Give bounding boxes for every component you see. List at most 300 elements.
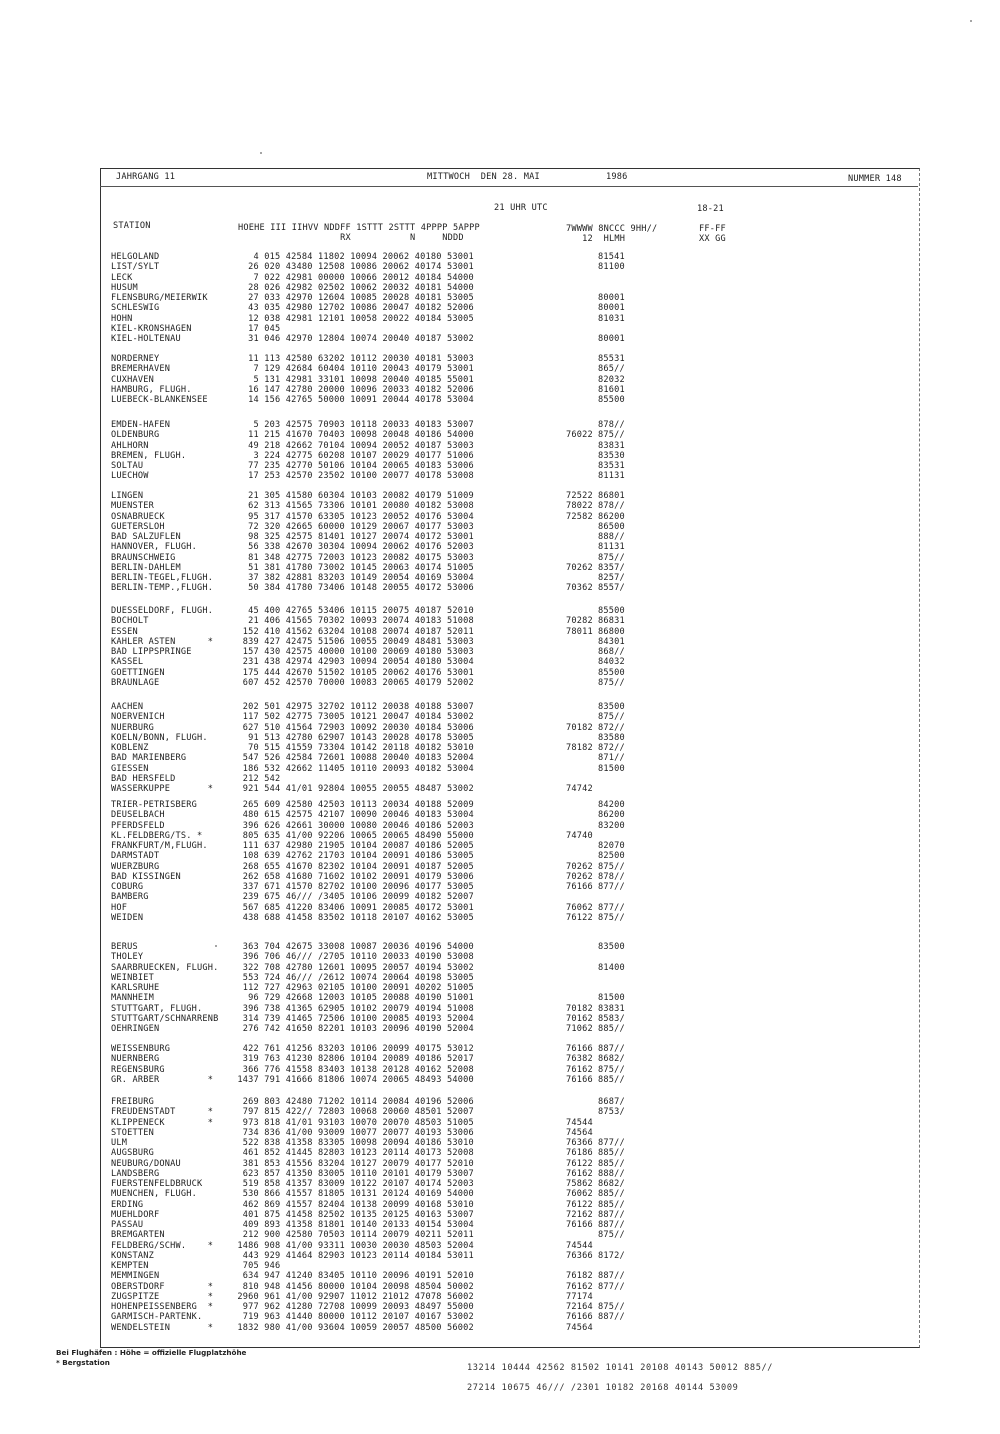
station-row bbox=[0, 283, 700, 293]
observation-values: 7 022 42981 00000 10066 20012 40184 54000 bbox=[232, 272, 474, 283]
group-8-value: 80001 bbox=[598, 334, 625, 344]
observation-values: 45 400 42765 53406 10115 20075 40187 52010 bbox=[232, 606, 474, 616]
group-7-value: 74544 bbox=[566, 1240, 593, 1251]
station-row bbox=[0, 993, 700, 1003]
observation-values: 461 852 41445 82803 10123 20114 40173 52008 bbox=[232, 1148, 474, 1159]
observation-values: 28 026 42982 02502 10062 20032 40181 54000 bbox=[232, 282, 474, 293]
observation-values: 152 410 41562 63204 10108 20074 40187 52011 bbox=[232, 626, 474, 637]
column-group7-header-1: 7WWWW 8NCCC 9HH// bbox=[566, 224, 658, 234]
observation-values: 276 742 41650 82201 10103 20096 40190 52004 bbox=[232, 1024, 474, 1034]
station-row bbox=[0, 810, 700, 820]
footnote-airports: Bei Flughäfen : Höhe = offizielle Flugplatzhöhe bbox=[56, 1348, 247, 1357]
station-name: KARLSRUHE bbox=[111, 983, 160, 993]
group-8-value: 878// bbox=[598, 420, 625, 430]
extra-line-2: 27214 10675 46/// /2301 10182 20168 40144 53009 bbox=[467, 1383, 739, 1393]
group-7-value: 76122 bbox=[566, 1158, 593, 1169]
group-8-value: 885// bbox=[598, 1148, 625, 1159]
group-8-value: 875// bbox=[598, 1302, 625, 1312]
station-name: FLENSBURG/MEIERWIK bbox=[111, 293, 208, 303]
observation-values: 96 729 42668 12003 10105 20088 40190 51001 bbox=[232, 993, 474, 1004]
station-row bbox=[0, 1065, 700, 1075]
station-row bbox=[0, 451, 700, 461]
group-8-value: 83530 bbox=[598, 450, 625, 461]
group-8-value: 83831 bbox=[598, 440, 625, 451]
group-7-value: 78182 bbox=[566, 743, 593, 753]
group-8-value: 83531 bbox=[598, 461, 625, 471]
group-7-value: 70182 bbox=[566, 1003, 593, 1014]
station-row bbox=[0, 542, 700, 552]
station-name: BAD MARIENBERG bbox=[111, 753, 187, 764]
group-7-value: 70262 bbox=[566, 562, 593, 573]
observation-values: 269 803 42480 71202 10114 20084 40196 52006 bbox=[232, 1097, 474, 1107]
group-7-value: 76166 bbox=[566, 882, 593, 892]
observation-values: 396 706 46/// /2705 10110 20033 40190 53008 bbox=[232, 952, 474, 963]
station-row bbox=[0, 973, 700, 983]
station-name: FREUDENSTADT * bbox=[111, 1107, 214, 1118]
observation-values: 553 724 46/// /2612 10074 20064 40198 53005 bbox=[232, 972, 474, 983]
station-row bbox=[0, 952, 700, 962]
group-8-value: 81131 bbox=[598, 542, 625, 553]
station-name: SOLTAU bbox=[111, 461, 144, 471]
observation-values: 117 502 42775 73005 10121 20047 40184 53002 bbox=[232, 712, 474, 723]
station-name: FREIBURG bbox=[111, 1097, 154, 1107]
group-8-value: 875// bbox=[598, 1230, 625, 1241]
station-name: FRANKFURT/M,FLUGH. bbox=[111, 841, 208, 851]
station-row bbox=[0, 678, 700, 688]
group-8-value: 83200 bbox=[598, 820, 625, 831]
station-name: KLIPPENECK * bbox=[111, 1117, 214, 1128]
station-row bbox=[0, 841, 700, 851]
station-row bbox=[0, 1159, 700, 1169]
group-7-value: 76162 bbox=[566, 1168, 593, 1179]
station-row bbox=[0, 1271, 700, 1281]
station-row bbox=[0, 1251, 700, 1261]
station-name: KEMPTEN bbox=[111, 1261, 149, 1271]
station-row bbox=[0, 1179, 700, 1189]
group-8-value: 84032 bbox=[598, 657, 625, 668]
group-8-value: 81500 bbox=[598, 763, 625, 774]
group-8-value: 875// bbox=[598, 861, 625, 872]
station-name: WASSERKUPPE * bbox=[111, 784, 214, 794]
group-8-value: 8682/ bbox=[598, 1179, 625, 1189]
station-name: REGENSBURG bbox=[111, 1064, 165, 1075]
station-name: CUXHAVEN bbox=[111, 374, 154, 385]
issue-number: NUMMER 148 bbox=[848, 174, 902, 184]
group-7-value: 76022 bbox=[566, 430, 593, 441]
observation-values: 98 325 42575 81401 10127 20074 40172 53001 bbox=[232, 532, 474, 542]
group-7-value: 77174 bbox=[566, 1291, 593, 1302]
observation-values: 705 946 bbox=[232, 1261, 281, 1271]
station-name: BAD LIPPSPRINGE bbox=[111, 647, 192, 657]
group-8-value: 85531 bbox=[598, 354, 625, 364]
station-name: ERDING bbox=[111, 1199, 144, 1210]
station-row bbox=[0, 1282, 700, 1292]
observation-values: 56 338 42670 30304 10094 20062 40176 52003 bbox=[232, 542, 474, 553]
group-7-value: 78022 bbox=[566, 501, 593, 512]
station-name: PASSAU bbox=[111, 1220, 144, 1230]
station-row bbox=[0, 1312, 700, 1322]
observation-values: 186 532 42662 11405 10110 20093 40182 53004 bbox=[232, 763, 474, 774]
station-name: WEINBIET bbox=[111, 972, 154, 983]
station-row bbox=[0, 712, 700, 722]
station-row bbox=[0, 627, 700, 637]
station-name: MEMMINGEN bbox=[111, 1271, 160, 1282]
group-8-value: 8172/ bbox=[598, 1250, 625, 1261]
station-name: KASSEL bbox=[111, 657, 144, 668]
station-row bbox=[0, 314, 700, 324]
observation-values: 1437 791 41666 81806 10074 20065 48493 54000 bbox=[232, 1074, 474, 1085]
group-7-value: 71062 bbox=[566, 1024, 593, 1034]
station-row bbox=[0, 862, 700, 872]
station-name: BERLIN-TEGEL,FLUGH. bbox=[111, 573, 214, 583]
station-name: AACHEN bbox=[111, 702, 144, 712]
observation-values: 14 156 42765 50000 10091 20044 40178 53004 bbox=[232, 395, 474, 405]
station-row bbox=[0, 1138, 700, 1148]
station-row bbox=[0, 395, 700, 405]
station-name: GUETERSLOH bbox=[111, 521, 165, 532]
column-wind-header-1: FF-FF bbox=[699, 224, 726, 234]
group-8-value: 868// bbox=[598, 647, 625, 657]
station-row bbox=[0, 1054, 700, 1064]
group-7-value: 76162 bbox=[566, 1281, 593, 1292]
jahrgang: JAHRGANG 11 bbox=[116, 172, 176, 182]
observation-time: 21 UHR UTC bbox=[494, 203, 548, 213]
station-row bbox=[0, 1220, 700, 1230]
observation-values: 91 513 42780 62907 10143 20028 40178 53005 bbox=[232, 732, 474, 743]
station-row bbox=[0, 1024, 700, 1034]
group-7-value: 76366 bbox=[566, 1138, 593, 1148]
observation-values: 337 671 41570 82702 10100 20096 40177 53005 bbox=[232, 882, 474, 892]
group-8-value: 887// bbox=[598, 1312, 625, 1323]
group-8-value: 885// bbox=[598, 1189, 625, 1200]
group-8-value: 877// bbox=[598, 902, 625, 913]
observation-values: 438 688 41458 83502 10118 20107 40162 53005 bbox=[232, 912, 474, 923]
station-name: KONSTANZ bbox=[111, 1250, 154, 1261]
observation-values: 5 203 42575 70903 10118 20033 40183 53007 bbox=[232, 420, 474, 430]
station-name: SAARBRUECKEN, FLUGH. bbox=[111, 962, 219, 973]
group-7-value: 70182 bbox=[566, 722, 593, 733]
column-main-header-1: HOEHE III IIHVV NDDFF 1STTT 2STTT 4PPPP 5APPP bbox=[238, 223, 480, 233]
group-7-value: 76382 bbox=[566, 1054, 593, 1065]
observation-values: 443 929 41464 82903 10123 20114 40184 53011 bbox=[232, 1250, 474, 1261]
group-8-value: 875// bbox=[598, 912, 625, 923]
observation-values: 396 738 41365 62905 10102 20079 40194 51008 bbox=[232, 1003, 474, 1014]
date-day: MITTWOCH DEN 28. MAI bbox=[427, 172, 540, 182]
observation-values: 319 763 41230 82806 10104 20089 40186 52017 bbox=[232, 1054, 474, 1065]
scan-speck bbox=[970, 20, 972, 22]
station-row bbox=[0, 637, 700, 647]
group-8-value: 82070 bbox=[598, 841, 625, 851]
station-row bbox=[0, 441, 700, 451]
station-name: BRAUNLAGE bbox=[111, 677, 160, 688]
group-8-value: 8687/ bbox=[598, 1097, 625, 1107]
station-name: THOLEY bbox=[111, 952, 144, 963]
group-8-value: 887// bbox=[598, 1209, 625, 1220]
station-row bbox=[0, 647, 700, 657]
station-name: OLDENBURG bbox=[111, 430, 160, 441]
group-8-value: 81601 bbox=[598, 384, 625, 395]
station-row bbox=[0, 668, 700, 678]
observation-values: 11 113 42580 63202 10112 20030 40181 53003 bbox=[232, 354, 474, 364]
observation-values: 805 635 41/00 92206 10065 20065 48490 55000 bbox=[232, 830, 474, 841]
group-8-value: 878// bbox=[598, 871, 625, 882]
group-8-value: 86800 bbox=[598, 626, 625, 637]
station-row bbox=[0, 471, 700, 481]
station-name: HELGOLAND bbox=[111, 252, 160, 262]
extra-line-1: 13214 10444 42562 81502 10141 20108 40143 50012 885// bbox=[467, 1363, 774, 1373]
observation-values: 95 317 41570 63305 10123 20052 40176 53004 bbox=[232, 511, 474, 522]
group-7-value: 70162 bbox=[566, 1013, 593, 1024]
station-name: NEUBURG/DONAU bbox=[111, 1158, 181, 1169]
station-row bbox=[0, 1044, 700, 1054]
station-row bbox=[0, 573, 700, 583]
station-name: KIEL-HOLTENAU bbox=[111, 334, 181, 344]
station-row bbox=[0, 903, 700, 913]
station-row bbox=[0, 1200, 700, 1210]
observation-values: 322 708 42780 12601 10095 20057 40194 53002 bbox=[232, 962, 474, 973]
group-8-value: 84200 bbox=[598, 800, 625, 810]
group-8-value: 872// bbox=[598, 743, 625, 753]
station-row bbox=[0, 743, 700, 753]
group-7-value: 74544 bbox=[566, 1117, 593, 1128]
observation-values: 797 815 422// 72803 10068 20060 48501 52007 bbox=[232, 1107, 474, 1118]
observation-values: 4 015 42584 11802 10094 20062 40180 53001 bbox=[232, 252, 474, 262]
group-8-value: 8682/ bbox=[598, 1054, 625, 1065]
station-name: STOETTEN bbox=[111, 1127, 154, 1138]
group-8-value: 875// bbox=[598, 712, 625, 723]
observation-values: 634 947 41240 83405 10110 20096 40191 52010 bbox=[232, 1271, 474, 1282]
station-row bbox=[0, 1210, 700, 1220]
observation-values: 522 838 41358 83305 10098 20094 40186 53010 bbox=[232, 1138, 474, 1148]
station-name: BERLIN-DAHLEM bbox=[111, 562, 181, 573]
station-row bbox=[0, 882, 700, 892]
station-name: GIESSEN bbox=[111, 763, 149, 774]
group-8-value: 887// bbox=[598, 1271, 625, 1282]
station-name: BREMERHAVEN bbox=[111, 364, 171, 375]
observation-values: 363 704 42675 33008 10087 20036 40196 54000 bbox=[232, 942, 474, 952]
observation-values: 202 501 42975 32702 10112 20038 40188 53007 bbox=[232, 702, 474, 712]
observation-values: 409 893 41358 81801 10140 20133 40154 53004 bbox=[232, 1220, 474, 1230]
station-row bbox=[0, 1241, 700, 1251]
station-name: BRAUNSCHWEIG bbox=[111, 552, 176, 563]
group-7-value: 76062 bbox=[566, 1189, 593, 1200]
observation-values: 231 438 42974 42903 10094 20054 40180 53004 bbox=[232, 657, 474, 668]
station-name: SCHLESWIG bbox=[111, 303, 160, 314]
station-row bbox=[0, 1097, 700, 1107]
group-7-value: 75862 bbox=[566, 1179, 593, 1189]
group-8-value: 86200 bbox=[598, 511, 625, 522]
observation-values: 62 313 41565 73306 10101 20080 40182 53008 bbox=[232, 501, 474, 512]
station-row bbox=[0, 800, 700, 810]
station-name: AHLHORN bbox=[111, 440, 149, 451]
station-row bbox=[0, 273, 700, 283]
station-row bbox=[0, 501, 700, 511]
observation-values: 422 761 41256 83203 10106 20099 40175 53012 bbox=[232, 1044, 474, 1054]
observation-values: 921 544 41/01 92804 10055 20055 48487 53002 bbox=[232, 784, 474, 794]
group-8-value: 86500 bbox=[598, 521, 625, 532]
group-8-value: 887// bbox=[598, 1220, 625, 1230]
observation-values: 265 609 42580 42503 10113 20034 40188 52009 bbox=[232, 800, 474, 810]
station-name: HANNOVER, FLUGH. bbox=[111, 542, 197, 553]
group-8-value: 83500 bbox=[598, 702, 625, 712]
station-row bbox=[0, 553, 700, 563]
station-row bbox=[0, 1118, 700, 1128]
group-8-value: 885// bbox=[598, 1024, 625, 1034]
observation-values: 108 639 42762 21703 10104 20091 40186 53005 bbox=[232, 851, 474, 862]
observation-values: 1832 980 41/00 93604 10059 20057 48500 56002 bbox=[232, 1322, 474, 1333]
station-row bbox=[0, 512, 700, 522]
station-row bbox=[0, 1189, 700, 1199]
observation-values: 607 452 42570 70000 10083 20065 40179 52002 bbox=[232, 677, 474, 688]
group-8-value: 888// bbox=[598, 1168, 625, 1179]
station-row bbox=[0, 1107, 700, 1117]
group-8-value: 865// bbox=[598, 364, 625, 375]
group-8-value: 83500 bbox=[598, 942, 625, 952]
station-name: TRIER-PETRISBERG bbox=[111, 800, 197, 810]
station-row bbox=[0, 963, 700, 973]
footnote-mountain-station: * Bergstation bbox=[56, 1358, 110, 1367]
group-7-value: 76122 bbox=[566, 912, 593, 923]
station-name: LUECHOW bbox=[111, 471, 149, 482]
station-name: STUTTGART, FLUGH. bbox=[111, 1003, 203, 1014]
observation-values: 623 857 41350 83005 10110 20101 40179 53007 bbox=[232, 1168, 474, 1179]
observation-values: 17 045 bbox=[232, 323, 281, 334]
group-7-value: 74564 bbox=[566, 1127, 593, 1138]
group-8-value: 875// bbox=[598, 677, 625, 688]
observation-values: 519 858 41357 83009 10122 20107 40174 52003 bbox=[232, 1179, 474, 1189]
group-8-value: 86801 bbox=[598, 491, 625, 501]
station-name: NUERNBERG bbox=[111, 1054, 160, 1065]
time-range: 18-21 bbox=[697, 204, 724, 214]
group-8-value: 81400 bbox=[598, 962, 625, 973]
station-name: DUESSELDORF, FLUGH. bbox=[111, 606, 214, 616]
group-8-value: 877// bbox=[598, 1281, 625, 1292]
group-8-value: 875// bbox=[598, 430, 625, 441]
station-row bbox=[0, 532, 700, 542]
station-name: FUERSTENFELDBRUCK bbox=[111, 1179, 203, 1189]
station-row bbox=[0, 1014, 700, 1024]
station-name: BAD SALZUFLEN bbox=[111, 532, 181, 542]
station-name: LUEBECK-BLANKENSEE bbox=[111, 395, 208, 405]
observation-values: 480 615 42575 42107 10090 20046 40183 53004 bbox=[232, 810, 474, 821]
station-row bbox=[0, 583, 700, 593]
group-8-value: 887// bbox=[598, 1044, 625, 1054]
observation-values: 396 626 42661 30000 10080 20046 40186 52003 bbox=[232, 820, 474, 831]
station-row bbox=[0, 872, 700, 882]
observation-values: 157 430 42575 40000 10100 20069 40180 53003 bbox=[232, 647, 474, 657]
station-name: NORDERNEY bbox=[111, 354, 160, 364]
group-7-value: 70262 bbox=[566, 861, 593, 872]
group-8-value: 871// bbox=[598, 753, 625, 764]
group-7-value: 76182 bbox=[566, 1271, 593, 1282]
observation-values: 12 038 42981 12101 10058 20022 40184 53005 bbox=[232, 313, 474, 324]
group-8-value: 82032 bbox=[598, 374, 625, 385]
station-name: HOHENPEISSENBERG * bbox=[111, 1302, 214, 1312]
station-row bbox=[0, 430, 700, 440]
station-name: BERUS bbox=[111, 942, 138, 952]
column-wind-header-2: XX GG bbox=[699, 234, 726, 244]
station-row bbox=[0, 1323, 700, 1333]
observation-values: 72 320 42665 60000 10129 20067 40177 53003 bbox=[232, 521, 474, 532]
station-name: OBERSTDORF * bbox=[111, 1281, 214, 1292]
station-row bbox=[0, 753, 700, 763]
observation-values: 81 348 42775 72003 10123 20082 40175 53003 bbox=[232, 552, 474, 563]
station-name: EMDEN-HAFEN bbox=[111, 420, 171, 430]
observation-values: 11 215 41670 70403 10098 20048 40186 54000 bbox=[232, 430, 474, 441]
header-rule bbox=[100, 186, 918, 187]
station-name: PFERDSFELD bbox=[111, 820, 165, 831]
station-row bbox=[0, 892, 700, 902]
station-name: FELDBERG/SCHW. * bbox=[111, 1240, 214, 1251]
station-row bbox=[0, 324, 700, 334]
observation-values: 547 526 42584 72601 10088 20040 40183 52004 bbox=[232, 753, 474, 764]
station-name: LINGEN bbox=[111, 491, 144, 501]
station-row bbox=[0, 1004, 700, 1014]
station-name: BAD HERSFELD bbox=[111, 773, 176, 784]
observation-values: 26 020 43480 12508 10086 20062 40174 53001 bbox=[232, 262, 474, 273]
observation-values: 212 900 42580 70503 10114 20079 40211 52011 bbox=[232, 1230, 474, 1241]
observation-values: 31 046 42970 12804 10074 20040 40187 53002 bbox=[232, 334, 474, 344]
group-8-value: 885// bbox=[598, 1158, 625, 1169]
station-row bbox=[0, 1292, 700, 1302]
station-row bbox=[0, 461, 700, 471]
group-7-value: 76166 bbox=[566, 1220, 593, 1230]
station-row bbox=[0, 764, 700, 774]
station-name: HAMBURG, FLUGH. bbox=[111, 384, 192, 395]
station-row bbox=[0, 252, 700, 262]
scan-speck bbox=[215, 945, 217, 947]
observation-values: 175 444 42670 51502 10105 20062 40176 53001 bbox=[232, 667, 474, 678]
group-8-value: 888// bbox=[598, 532, 625, 542]
group-8-value: 872// bbox=[598, 722, 625, 733]
observation-values: 51 381 41780 73002 10145 20063 40174 51005 bbox=[232, 562, 474, 573]
station-name: KOBLENZ bbox=[111, 743, 149, 753]
observation-values: 112 727 42963 02105 10100 20091 40202 51005 bbox=[232, 983, 474, 993]
group-7-value: 76162 bbox=[566, 1064, 593, 1075]
station-name: ZUGSPITZE * bbox=[111, 1291, 214, 1302]
station-row bbox=[0, 851, 700, 861]
group-8-value: 8753/ bbox=[598, 1107, 625, 1118]
station-name: KIEL-KRONSHAGEN bbox=[111, 323, 192, 334]
station-name: BAD KISSINGEN bbox=[111, 871, 181, 882]
station-row bbox=[0, 774, 700, 784]
station-name: KL.FELDBERG/TS. * bbox=[111, 830, 203, 841]
observation-values: 21 305 41580 60304 10103 20082 40179 51009 bbox=[232, 491, 474, 501]
group-7-value: 76166 bbox=[566, 1312, 593, 1323]
group-8-value: 885// bbox=[598, 1074, 625, 1085]
group-8-value: 81131 bbox=[598, 471, 625, 482]
station-row bbox=[0, 616, 700, 626]
group-8-value: 885// bbox=[598, 1199, 625, 1210]
observation-values: 268 655 41670 82302 10104 20091 40187 52005 bbox=[232, 861, 474, 872]
station-row bbox=[0, 491, 700, 501]
group-7-value: 76166 bbox=[566, 1074, 593, 1085]
station-row bbox=[0, 385, 700, 395]
station-row bbox=[0, 1230, 700, 1240]
station-name: BOCHOLT bbox=[111, 616, 149, 627]
station-name: MUEHLDORF bbox=[111, 1209, 160, 1220]
station-name: GOETTINGEN bbox=[111, 667, 165, 678]
observation-values: 381 853 41556 83204 10127 20079 40177 52010 bbox=[232, 1158, 474, 1169]
station-name: KOELN/BONN, FLUGH. bbox=[111, 732, 208, 743]
observation-values: 239 675 46/// /3405 10106 20099 40182 52007 bbox=[232, 892, 474, 903]
group-7-value: 72582 bbox=[566, 511, 593, 522]
station-name: ESSEN bbox=[111, 626, 138, 637]
station-name: GARMISCH-PARTENK. bbox=[111, 1312, 203, 1323]
observation-values: 810 948 41456 80000 10104 20098 48504 50002 bbox=[232, 1281, 474, 1292]
observation-values: 77 235 42770 50106 10104 20065 40183 53006 bbox=[232, 461, 474, 471]
observation-values: 2960 961 41/00 92907 11012 21012 47078 56002 bbox=[232, 1291, 474, 1302]
